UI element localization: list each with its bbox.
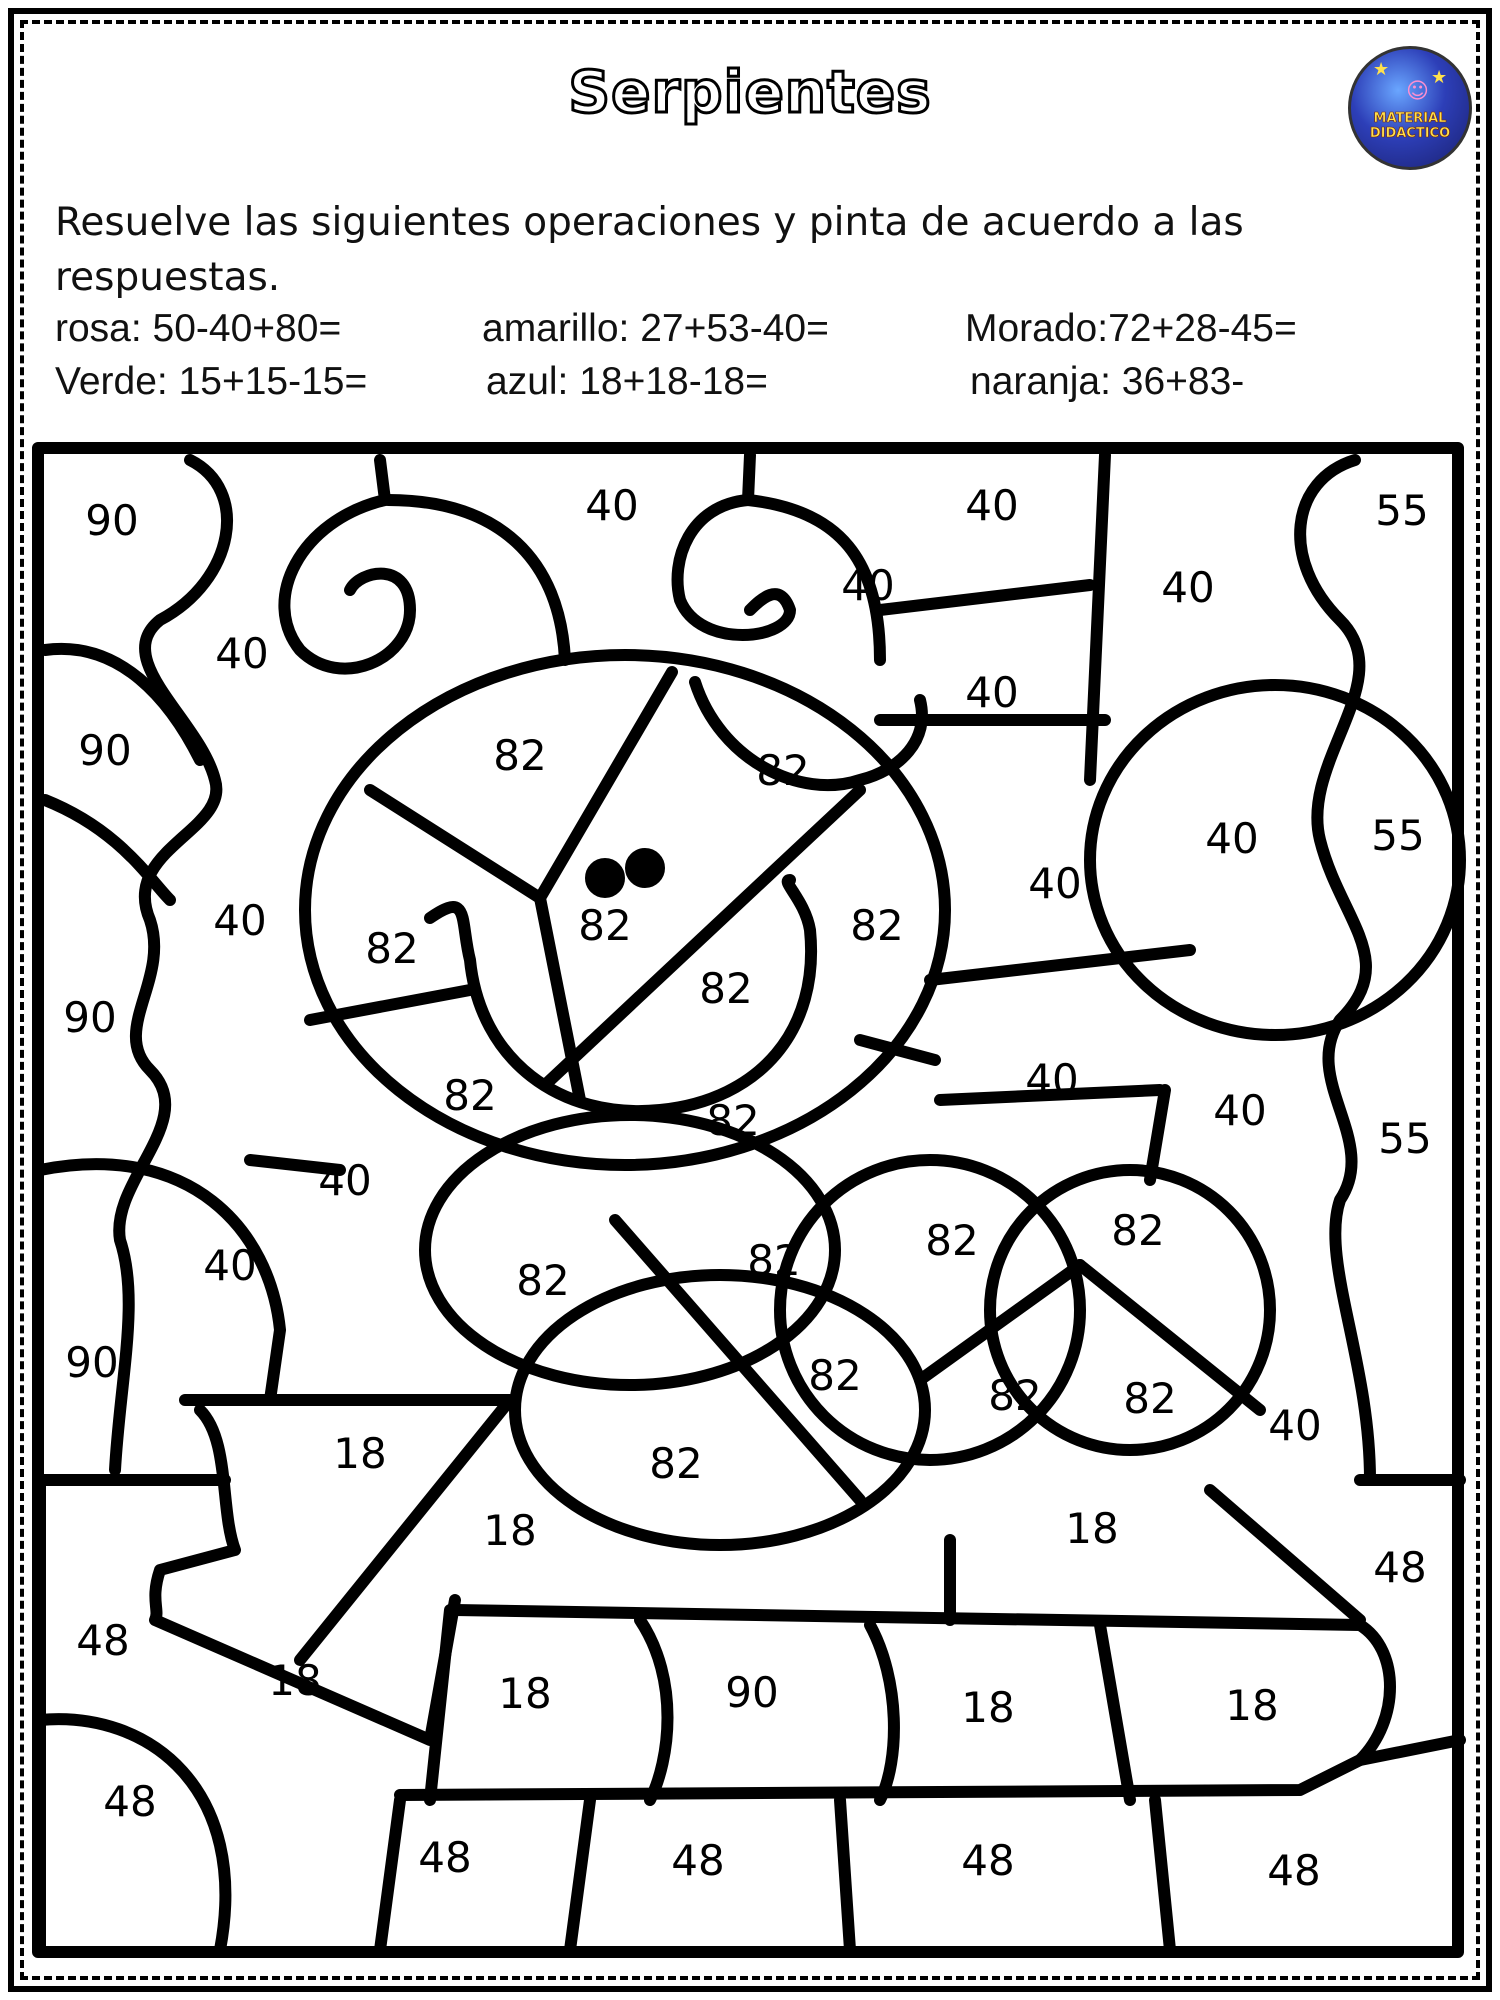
region-number: 48 — [418, 1833, 472, 1882]
region-number: 18 — [1065, 1504, 1119, 1553]
region-number: 48 — [1373, 1543, 1427, 1592]
region-number: 40 — [1161, 563, 1215, 612]
region-number: 82 — [699, 964, 753, 1013]
astronaut-icon: ☺ — [1406, 79, 1429, 104]
region-number: 48 — [103, 1777, 157, 1826]
region-number: 82 — [1111, 1206, 1165, 1255]
region-number: 82 — [516, 1256, 570, 1305]
equation-azul: azul: 18+18-18= — [486, 360, 768, 403]
region-number: 82 — [706, 1096, 760, 1145]
region-number: 40 — [965, 668, 1019, 717]
region-number: 40 — [1268, 1401, 1322, 1450]
region-number: 40 — [585, 481, 639, 530]
region-number: 55 — [1378, 1114, 1432, 1163]
region-number: 82 — [988, 1371, 1042, 1420]
star-icon: ★ — [1431, 67, 1448, 88]
region-number: 18 — [333, 1429, 387, 1478]
region-number: 82 — [1123, 1374, 1177, 1423]
region-number: 55 — [1375, 486, 1429, 535]
equation-morado: Morado:72+28-45= — [965, 307, 1297, 350]
region-number: 18 — [1225, 1681, 1279, 1730]
region-number: 40 — [1205, 814, 1259, 863]
equation-naranja: naranja: 36+83- — [970, 360, 1245, 403]
region-number: 82 — [443, 1071, 497, 1120]
equation-amarillo: amarillo: 27+53-40= — [482, 307, 829, 350]
region-number: 40 — [841, 561, 895, 610]
region-number: 40 — [318, 1156, 372, 1205]
region-number: 90 — [725, 1668, 779, 1717]
region-number: 82 — [649, 1439, 703, 1488]
page-title: Serpientes — [568, 58, 932, 126]
logo-text: MATERIAL DIDACTICO — [1369, 111, 1451, 141]
region-number: 40 — [1025, 1055, 1079, 1104]
region-number: 40 — [1213, 1086, 1267, 1135]
region-number: 82 — [850, 901, 904, 950]
region-number: 82 — [756, 746, 810, 795]
region-number: 48 — [671, 1836, 725, 1885]
region-number: 82 — [925, 1216, 979, 1265]
region-number: 40 — [965, 481, 1019, 530]
equation-verde: Verde: 15+15-15= — [55, 360, 368, 403]
region-number: 55 — [1371, 811, 1425, 860]
region-number: 82 — [493, 731, 547, 780]
region-number: 18 — [268, 1656, 322, 1705]
region-number: 18 — [961, 1683, 1015, 1732]
region-number: 48 — [76, 1616, 130, 1665]
region-number: 82 — [578, 901, 632, 950]
region-number: 82 — [808, 1351, 862, 1400]
region-number: 90 — [78, 726, 132, 775]
region-number: 48 — [961, 1836, 1015, 1885]
equation-rosa: rosa: 50-40+80= — [55, 307, 342, 350]
region-number: 40 — [215, 629, 269, 678]
region-number: 48 — [1267, 1846, 1321, 1895]
region-number: 90 — [85, 496, 139, 545]
region-number: 40 — [203, 1241, 257, 1290]
region-number: 18 — [483, 1506, 537, 1555]
region-number: 90 — [63, 993, 117, 1042]
region-number: 82 — [365, 924, 419, 973]
star-icon: ★ — [1373, 59, 1390, 80]
instructions-text: Resuelve las siguientes operaciones y pinta de acuerdo a las respuestas. — [55, 200, 1244, 300]
region-number: 40 — [1028, 859, 1082, 908]
region-number: 90 — [65, 1338, 119, 1387]
region-number: 18 — [498, 1669, 552, 1718]
region-number: 40 — [213, 896, 267, 945]
region-number: 82 — [747, 1236, 801, 1285]
